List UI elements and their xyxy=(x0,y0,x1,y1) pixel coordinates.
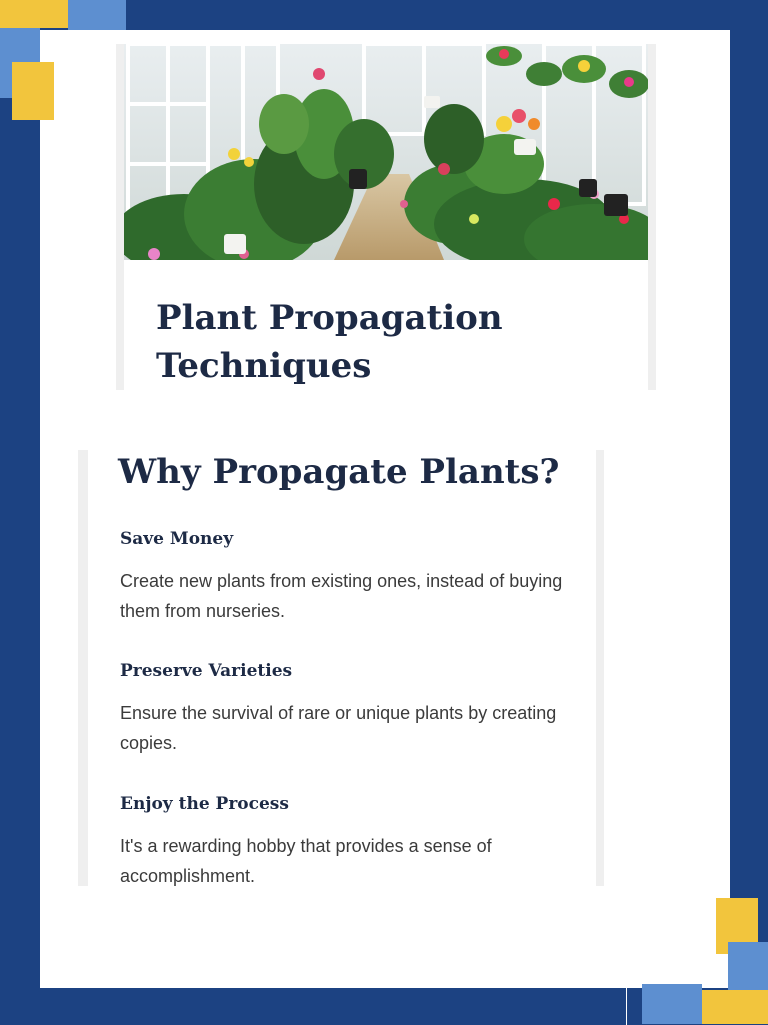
info-card xyxy=(78,450,604,886)
item-text: Create new plants from existing ones, instead of buying them from nurseries. xyxy=(120,571,563,621)
item-heading: Enjoy the Process xyxy=(120,794,289,814)
list-item xyxy=(120,793,580,886)
list-item xyxy=(120,660,580,758)
corner-decoration xyxy=(0,0,68,28)
item-heading: Preserve Varieties xyxy=(120,661,293,681)
scrollbar-thumb[interactable] xyxy=(596,530,600,660)
item-text: Ensure the survival of rare or unique plants by creating copies. xyxy=(120,703,557,753)
corner-decoration xyxy=(702,990,768,1024)
section-title: Why Propagate Plants? xyxy=(118,452,560,492)
corner-decoration xyxy=(642,984,702,1024)
item-text: It's a rewarding hobby that provides a sense of accomplishment. xyxy=(120,836,492,886)
corner-decoration xyxy=(12,62,54,120)
corner-decoration xyxy=(728,942,768,990)
item-heading: Save Money xyxy=(120,529,234,549)
list-item xyxy=(120,528,580,626)
hero-card xyxy=(116,44,656,390)
corner-decoration xyxy=(68,0,126,30)
greenhouse-photo xyxy=(124,44,648,260)
page-title: Plant Propagation Techniques xyxy=(156,298,503,386)
